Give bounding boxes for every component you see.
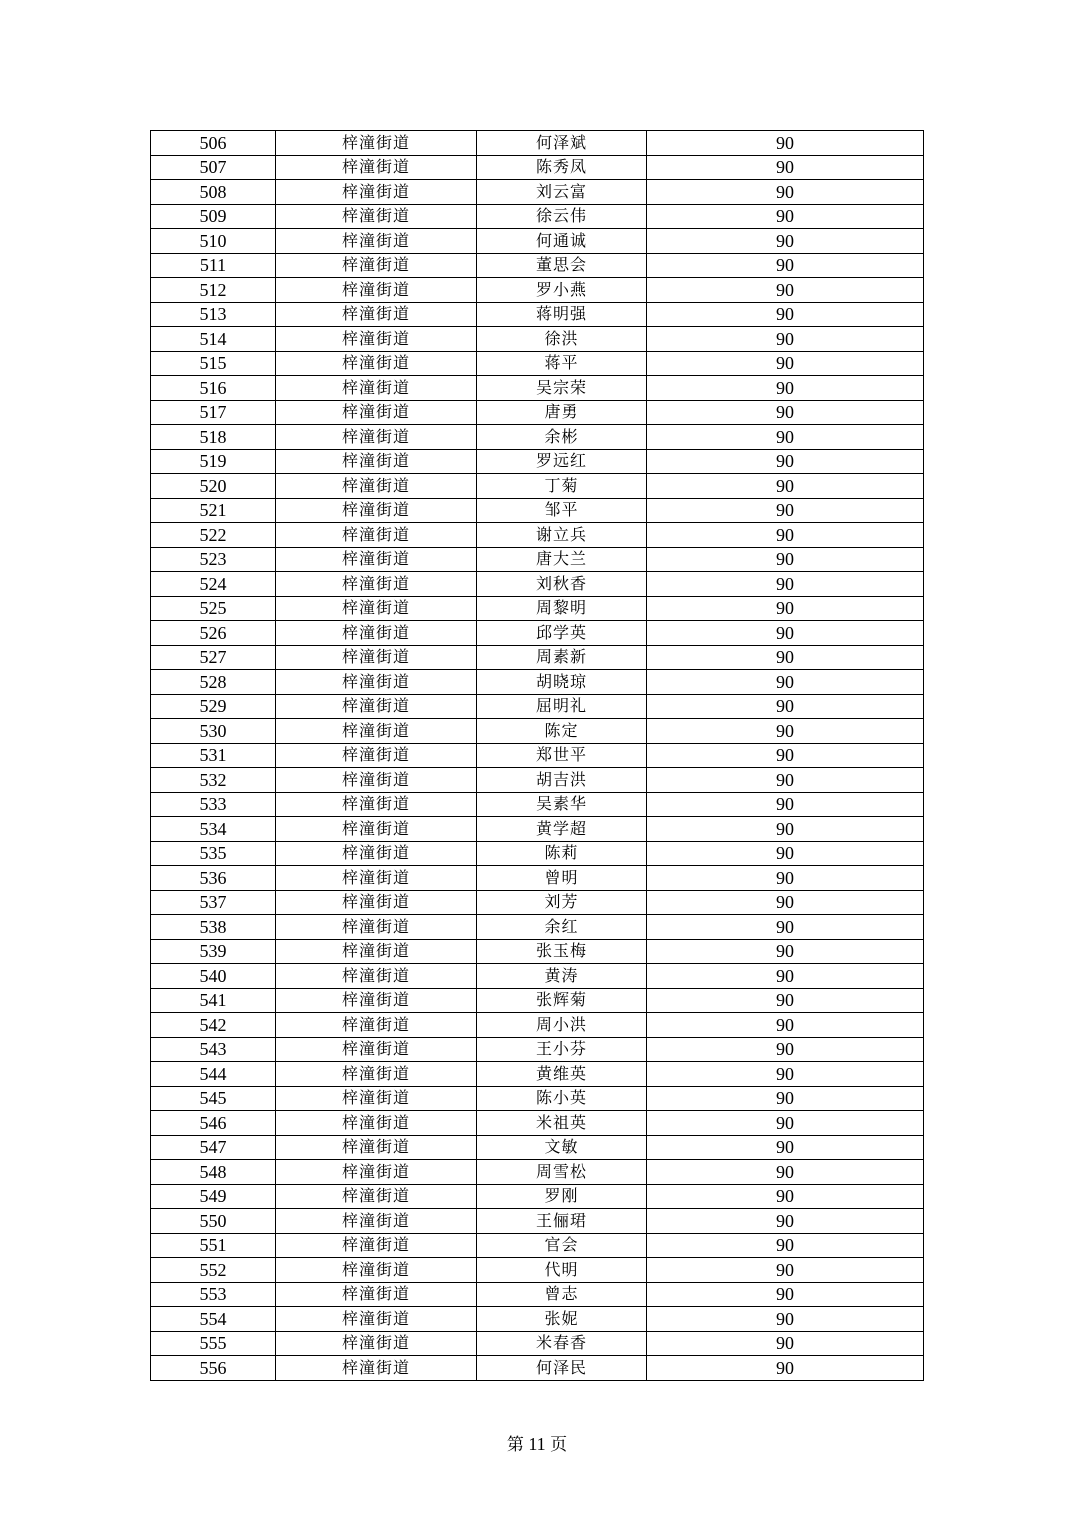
table-row xyxy=(151,302,924,327)
row-number-cell: 514 xyxy=(151,327,276,352)
score-cell: 90 xyxy=(647,474,924,499)
score-cell: 90 xyxy=(647,596,924,621)
score-cell: 90 xyxy=(647,1086,924,1111)
score-cell: 90 xyxy=(647,792,924,817)
street-cell: 梓潼街道 xyxy=(276,376,477,401)
person-name-cell: 黄涛 xyxy=(477,964,647,989)
table-row xyxy=(151,1184,924,1209)
score-cell: 90 xyxy=(647,621,924,646)
score-cell: 90 xyxy=(647,400,924,425)
row-number-cell: 533 xyxy=(151,792,276,817)
row-number-cell: 527 xyxy=(151,645,276,670)
score-cell: 90 xyxy=(647,155,924,180)
score-cell: 90 xyxy=(647,572,924,597)
score-cell: 90 xyxy=(647,670,924,695)
score-cell: 90 xyxy=(647,449,924,474)
row-number-cell: 537 xyxy=(151,890,276,915)
score-cell: 90 xyxy=(647,817,924,842)
street-cell: 梓潼街道 xyxy=(276,645,477,670)
person-name-cell: 何通诚 xyxy=(477,229,647,254)
table-row xyxy=(151,817,924,842)
street-cell: 梓潼街道 xyxy=(276,253,477,278)
score-cell: 90 xyxy=(647,1160,924,1185)
score-cell: 90 xyxy=(647,302,924,327)
page-label-suffix: 页 xyxy=(550,1435,568,1455)
street-cell: 梓潼街道 xyxy=(276,155,477,180)
street-cell: 梓潼街道 xyxy=(276,670,477,695)
score-cell: 90 xyxy=(647,1037,924,1062)
row-number-cell: 520 xyxy=(151,474,276,499)
page-label-prefix: 第 xyxy=(506,1435,524,1455)
score-cell: 90 xyxy=(647,327,924,352)
score-cell: 90 xyxy=(647,1135,924,1160)
row-number-cell: 542 xyxy=(151,1013,276,1038)
row-number-cell: 521 xyxy=(151,498,276,523)
street-cell: 梓潼街道 xyxy=(276,327,477,352)
row-number-cell: 524 xyxy=(151,572,276,597)
roster-table xyxy=(150,130,924,1381)
row-number-cell: 523 xyxy=(151,547,276,572)
street-cell: 梓潼街道 xyxy=(276,596,477,621)
score-cell: 90 xyxy=(647,498,924,523)
score-cell: 90 xyxy=(647,1307,924,1332)
table-row xyxy=(151,327,924,352)
person-name-cell: 张辉菊 xyxy=(477,988,647,1013)
person-name-cell: 官会 xyxy=(477,1233,647,1258)
person-name-cell: 张玉梅 xyxy=(477,939,647,964)
page-footer xyxy=(0,1430,1074,1455)
street-cell: 梓潼街道 xyxy=(276,719,477,744)
street-cell: 梓潼街道 xyxy=(276,1331,477,1356)
street-cell: 梓潼街道 xyxy=(276,1037,477,1062)
score-cell: 90 xyxy=(647,253,924,278)
table-row xyxy=(151,1160,924,1185)
score-cell: 90 xyxy=(647,1258,924,1283)
row-number-cell: 516 xyxy=(151,376,276,401)
person-name-cell: 刘秋香 xyxy=(477,572,647,597)
street-cell: 梓潼街道 xyxy=(276,425,477,450)
score-cell: 90 xyxy=(647,376,924,401)
table-row xyxy=(151,890,924,915)
table-row xyxy=(151,547,924,572)
row-number-cell: 508 xyxy=(151,180,276,205)
row-number-cell: 513 xyxy=(151,302,276,327)
score-cell: 90 xyxy=(647,351,924,376)
person-name-cell: 刘芳 xyxy=(477,890,647,915)
table-row xyxy=(151,1331,924,1356)
score-cell: 90 xyxy=(647,425,924,450)
person-name-cell: 邱学英 xyxy=(477,621,647,646)
row-number-cell: 550 xyxy=(151,1209,276,1234)
table-row xyxy=(151,180,924,205)
person-name-cell: 黄学超 xyxy=(477,817,647,842)
row-number-cell: 539 xyxy=(151,939,276,964)
person-name-cell: 丁菊 xyxy=(477,474,647,499)
score-cell: 90 xyxy=(647,180,924,205)
table-row xyxy=(151,939,924,964)
row-number-cell: 509 xyxy=(151,204,276,229)
row-number-cell: 546 xyxy=(151,1111,276,1136)
person-name-cell: 罗刚 xyxy=(477,1184,647,1209)
score-cell: 90 xyxy=(647,768,924,793)
score-cell: 90 xyxy=(647,1013,924,1038)
table-row xyxy=(151,915,924,940)
person-name-cell: 周素新 xyxy=(477,645,647,670)
row-number-cell: 549 xyxy=(151,1184,276,1209)
row-number-cell: 515 xyxy=(151,351,276,376)
person-name-cell: 代明 xyxy=(477,1258,647,1283)
street-cell: 梓潼街道 xyxy=(276,841,477,866)
score-cell: 90 xyxy=(647,719,924,744)
street-cell: 梓潼街道 xyxy=(276,204,477,229)
street-cell: 梓潼街道 xyxy=(276,1282,477,1307)
table-row xyxy=(151,621,924,646)
table-row xyxy=(151,474,924,499)
person-name-cell: 陈定 xyxy=(477,719,647,744)
street-cell: 梓潼街道 xyxy=(276,547,477,572)
score-cell: 90 xyxy=(647,523,924,548)
street-cell: 梓潼街道 xyxy=(276,817,477,842)
score-cell: 90 xyxy=(647,204,924,229)
table-row xyxy=(151,376,924,401)
row-number-cell: 518 xyxy=(151,425,276,450)
row-number-cell: 512 xyxy=(151,278,276,303)
score-cell: 90 xyxy=(647,964,924,989)
person-name-cell: 何泽斌 xyxy=(477,131,647,156)
street-cell: 梓潼街道 xyxy=(276,449,477,474)
person-name-cell: 邹平 xyxy=(477,498,647,523)
person-name-cell: 陈小英 xyxy=(477,1086,647,1111)
street-cell: 梓潼街道 xyxy=(276,988,477,1013)
table-row xyxy=(151,449,924,474)
person-name-cell: 陈莉 xyxy=(477,841,647,866)
row-number-cell: 544 xyxy=(151,1062,276,1087)
table-row xyxy=(151,841,924,866)
table-row xyxy=(151,1307,924,1332)
score-cell: 90 xyxy=(647,841,924,866)
score-cell: 90 xyxy=(647,866,924,891)
row-number-cell: 556 xyxy=(151,1356,276,1381)
street-cell: 梓潼街道 xyxy=(276,1356,477,1381)
street-cell: 梓潼街道 xyxy=(276,523,477,548)
person-name-cell: 米春香 xyxy=(477,1331,647,1356)
row-number-cell: 547 xyxy=(151,1135,276,1160)
row-number-cell: 530 xyxy=(151,719,276,744)
street-cell: 梓潼街道 xyxy=(276,180,477,205)
table-row xyxy=(151,1013,924,1038)
score-cell: 90 xyxy=(647,645,924,670)
row-number-cell: 528 xyxy=(151,670,276,695)
street-cell: 梓潼街道 xyxy=(276,278,477,303)
street-cell: 梓潼街道 xyxy=(276,229,477,254)
roster-table-body xyxy=(151,131,924,1381)
row-number-cell: 525 xyxy=(151,596,276,621)
table-row xyxy=(151,1209,924,1234)
table-row xyxy=(151,1062,924,1087)
table-row xyxy=(151,1037,924,1062)
table-row xyxy=(151,768,924,793)
person-name-cell: 罗小燕 xyxy=(477,278,647,303)
person-name-cell: 文敏 xyxy=(477,1135,647,1160)
row-number-cell: 517 xyxy=(151,400,276,425)
street-cell: 梓潼街道 xyxy=(276,743,477,768)
person-name-cell: 罗远红 xyxy=(477,449,647,474)
person-name-cell: 曾志 xyxy=(477,1282,647,1307)
score-cell: 90 xyxy=(647,1111,924,1136)
table-row xyxy=(151,645,924,670)
score-cell: 90 xyxy=(647,915,924,940)
table-row xyxy=(151,278,924,303)
score-cell: 90 xyxy=(647,131,924,156)
row-number-cell: 535 xyxy=(151,841,276,866)
row-number-cell: 548 xyxy=(151,1160,276,1185)
person-name-cell: 郑世平 xyxy=(477,743,647,768)
table-row xyxy=(151,400,924,425)
row-number-cell: 531 xyxy=(151,743,276,768)
row-number-cell: 538 xyxy=(151,915,276,940)
street-cell: 梓潼街道 xyxy=(276,1160,477,1185)
table-row xyxy=(151,670,924,695)
table-row xyxy=(151,743,924,768)
street-cell: 梓潼街道 xyxy=(276,1258,477,1283)
person-name-cell: 周黎明 xyxy=(477,596,647,621)
person-name-cell: 吴宗荣 xyxy=(477,376,647,401)
street-cell: 梓潼街道 xyxy=(276,131,477,156)
score-cell: 90 xyxy=(647,1282,924,1307)
person-name-cell: 董思会 xyxy=(477,253,647,278)
score-cell: 90 xyxy=(647,1184,924,1209)
street-cell: 梓潼街道 xyxy=(276,1233,477,1258)
row-number-cell: 541 xyxy=(151,988,276,1013)
table-row xyxy=(151,253,924,278)
row-number-cell: 554 xyxy=(151,1307,276,1332)
table-row xyxy=(151,1086,924,1111)
row-number-cell: 529 xyxy=(151,694,276,719)
street-cell: 梓潼街道 xyxy=(276,498,477,523)
table-row xyxy=(151,792,924,817)
person-name-cell: 蒋明强 xyxy=(477,302,647,327)
row-number-cell: 519 xyxy=(151,449,276,474)
street-cell: 梓潼街道 xyxy=(276,939,477,964)
row-number-cell: 551 xyxy=(151,1233,276,1258)
table-row xyxy=(151,155,924,180)
person-name-cell: 徐云伟 xyxy=(477,204,647,229)
score-cell: 90 xyxy=(647,939,924,964)
person-name-cell: 王小芬 xyxy=(477,1037,647,1062)
person-name-cell: 胡吉洪 xyxy=(477,768,647,793)
street-cell: 梓潼街道 xyxy=(276,1013,477,1038)
table-row xyxy=(151,988,924,1013)
street-cell: 梓潼街道 xyxy=(276,621,477,646)
table-row xyxy=(151,204,924,229)
person-name-cell: 唐大兰 xyxy=(477,547,647,572)
street-cell: 梓潼街道 xyxy=(276,351,477,376)
row-number-cell: 506 xyxy=(151,131,276,156)
row-number-cell: 545 xyxy=(151,1086,276,1111)
row-number-cell: 536 xyxy=(151,866,276,891)
street-cell: 梓潼街道 xyxy=(276,1086,477,1111)
street-cell: 梓潼街道 xyxy=(276,1062,477,1087)
table-row xyxy=(151,572,924,597)
score-cell: 90 xyxy=(647,1356,924,1381)
table-row xyxy=(151,866,924,891)
street-cell: 梓潼街道 xyxy=(276,302,477,327)
person-name-cell: 唐勇 xyxy=(477,400,647,425)
table-row xyxy=(151,229,924,254)
row-number-cell: 552 xyxy=(151,1258,276,1283)
person-name-cell: 蒋平 xyxy=(477,351,647,376)
table-row xyxy=(151,719,924,744)
table-row xyxy=(151,131,924,156)
row-number-cell: 507 xyxy=(151,155,276,180)
person-name-cell: 余彬 xyxy=(477,425,647,450)
street-cell: 梓潼街道 xyxy=(276,572,477,597)
row-number-cell: 510 xyxy=(151,229,276,254)
table-row xyxy=(151,351,924,376)
row-number-cell: 534 xyxy=(151,817,276,842)
street-cell: 梓潼街道 xyxy=(276,1111,477,1136)
street-cell: 梓潼街道 xyxy=(276,1209,477,1234)
person-name-cell: 周雪松 xyxy=(477,1160,647,1185)
person-name-cell: 曾明 xyxy=(477,866,647,891)
page-number: 11 xyxy=(528,1434,546,1454)
table-row xyxy=(151,1135,924,1160)
street-cell: 梓潼街道 xyxy=(276,866,477,891)
score-cell: 90 xyxy=(647,1209,924,1234)
table-row xyxy=(151,1356,924,1381)
table-row xyxy=(151,1233,924,1258)
street-cell: 梓潼街道 xyxy=(276,474,477,499)
table-row xyxy=(151,425,924,450)
person-name-cell: 徐洪 xyxy=(477,327,647,352)
row-number-cell: 543 xyxy=(151,1037,276,1062)
street-cell: 梓潼街道 xyxy=(276,768,477,793)
table-row xyxy=(151,498,924,523)
score-cell: 90 xyxy=(647,988,924,1013)
street-cell: 梓潼街道 xyxy=(276,915,477,940)
score-cell: 90 xyxy=(647,1331,924,1356)
person-name-cell: 米祖英 xyxy=(477,1111,647,1136)
row-number-cell: 553 xyxy=(151,1282,276,1307)
table-row xyxy=(151,1258,924,1283)
person-name-cell: 余红 xyxy=(477,915,647,940)
street-cell: 梓潼街道 xyxy=(276,694,477,719)
table-row xyxy=(151,523,924,548)
street-cell: 梓潼街道 xyxy=(276,400,477,425)
row-number-cell: 540 xyxy=(151,964,276,989)
street-cell: 梓潼街道 xyxy=(276,1307,477,1332)
row-number-cell: 532 xyxy=(151,768,276,793)
score-cell: 90 xyxy=(647,694,924,719)
person-name-cell: 周小洪 xyxy=(477,1013,647,1038)
person-name-cell: 吴素华 xyxy=(477,792,647,817)
row-number-cell: 526 xyxy=(151,621,276,646)
person-name-cell: 黄维英 xyxy=(477,1062,647,1087)
table-row xyxy=(151,964,924,989)
street-cell: 梓潼街道 xyxy=(276,792,477,817)
street-cell: 梓潼街道 xyxy=(276,890,477,915)
table-row xyxy=(151,694,924,719)
person-name-cell: 何泽民 xyxy=(477,1356,647,1381)
person-name-cell: 屈明礼 xyxy=(477,694,647,719)
table-row xyxy=(151,596,924,621)
score-cell: 90 xyxy=(647,890,924,915)
row-number-cell: 522 xyxy=(151,523,276,548)
row-number-cell: 511 xyxy=(151,253,276,278)
street-cell: 梓潼街道 xyxy=(276,1184,477,1209)
person-name-cell: 张妮 xyxy=(477,1307,647,1332)
person-name-cell: 王俪珺 xyxy=(477,1209,647,1234)
street-cell: 梓潼街道 xyxy=(276,964,477,989)
score-cell: 90 xyxy=(647,229,924,254)
score-cell: 90 xyxy=(647,1233,924,1258)
table-row xyxy=(151,1111,924,1136)
person-name-cell: 谢立兵 xyxy=(477,523,647,548)
row-number-cell: 555 xyxy=(151,1331,276,1356)
person-name-cell: 胡晓琼 xyxy=(477,670,647,695)
score-cell: 90 xyxy=(647,743,924,768)
person-name-cell: 刘云富 xyxy=(477,180,647,205)
street-cell: 梓潼街道 xyxy=(276,1135,477,1160)
table-row xyxy=(151,1282,924,1307)
score-cell: 90 xyxy=(647,278,924,303)
person-name-cell: 陈秀凤 xyxy=(477,155,647,180)
score-cell: 90 xyxy=(647,547,924,572)
score-cell: 90 xyxy=(647,1062,924,1087)
